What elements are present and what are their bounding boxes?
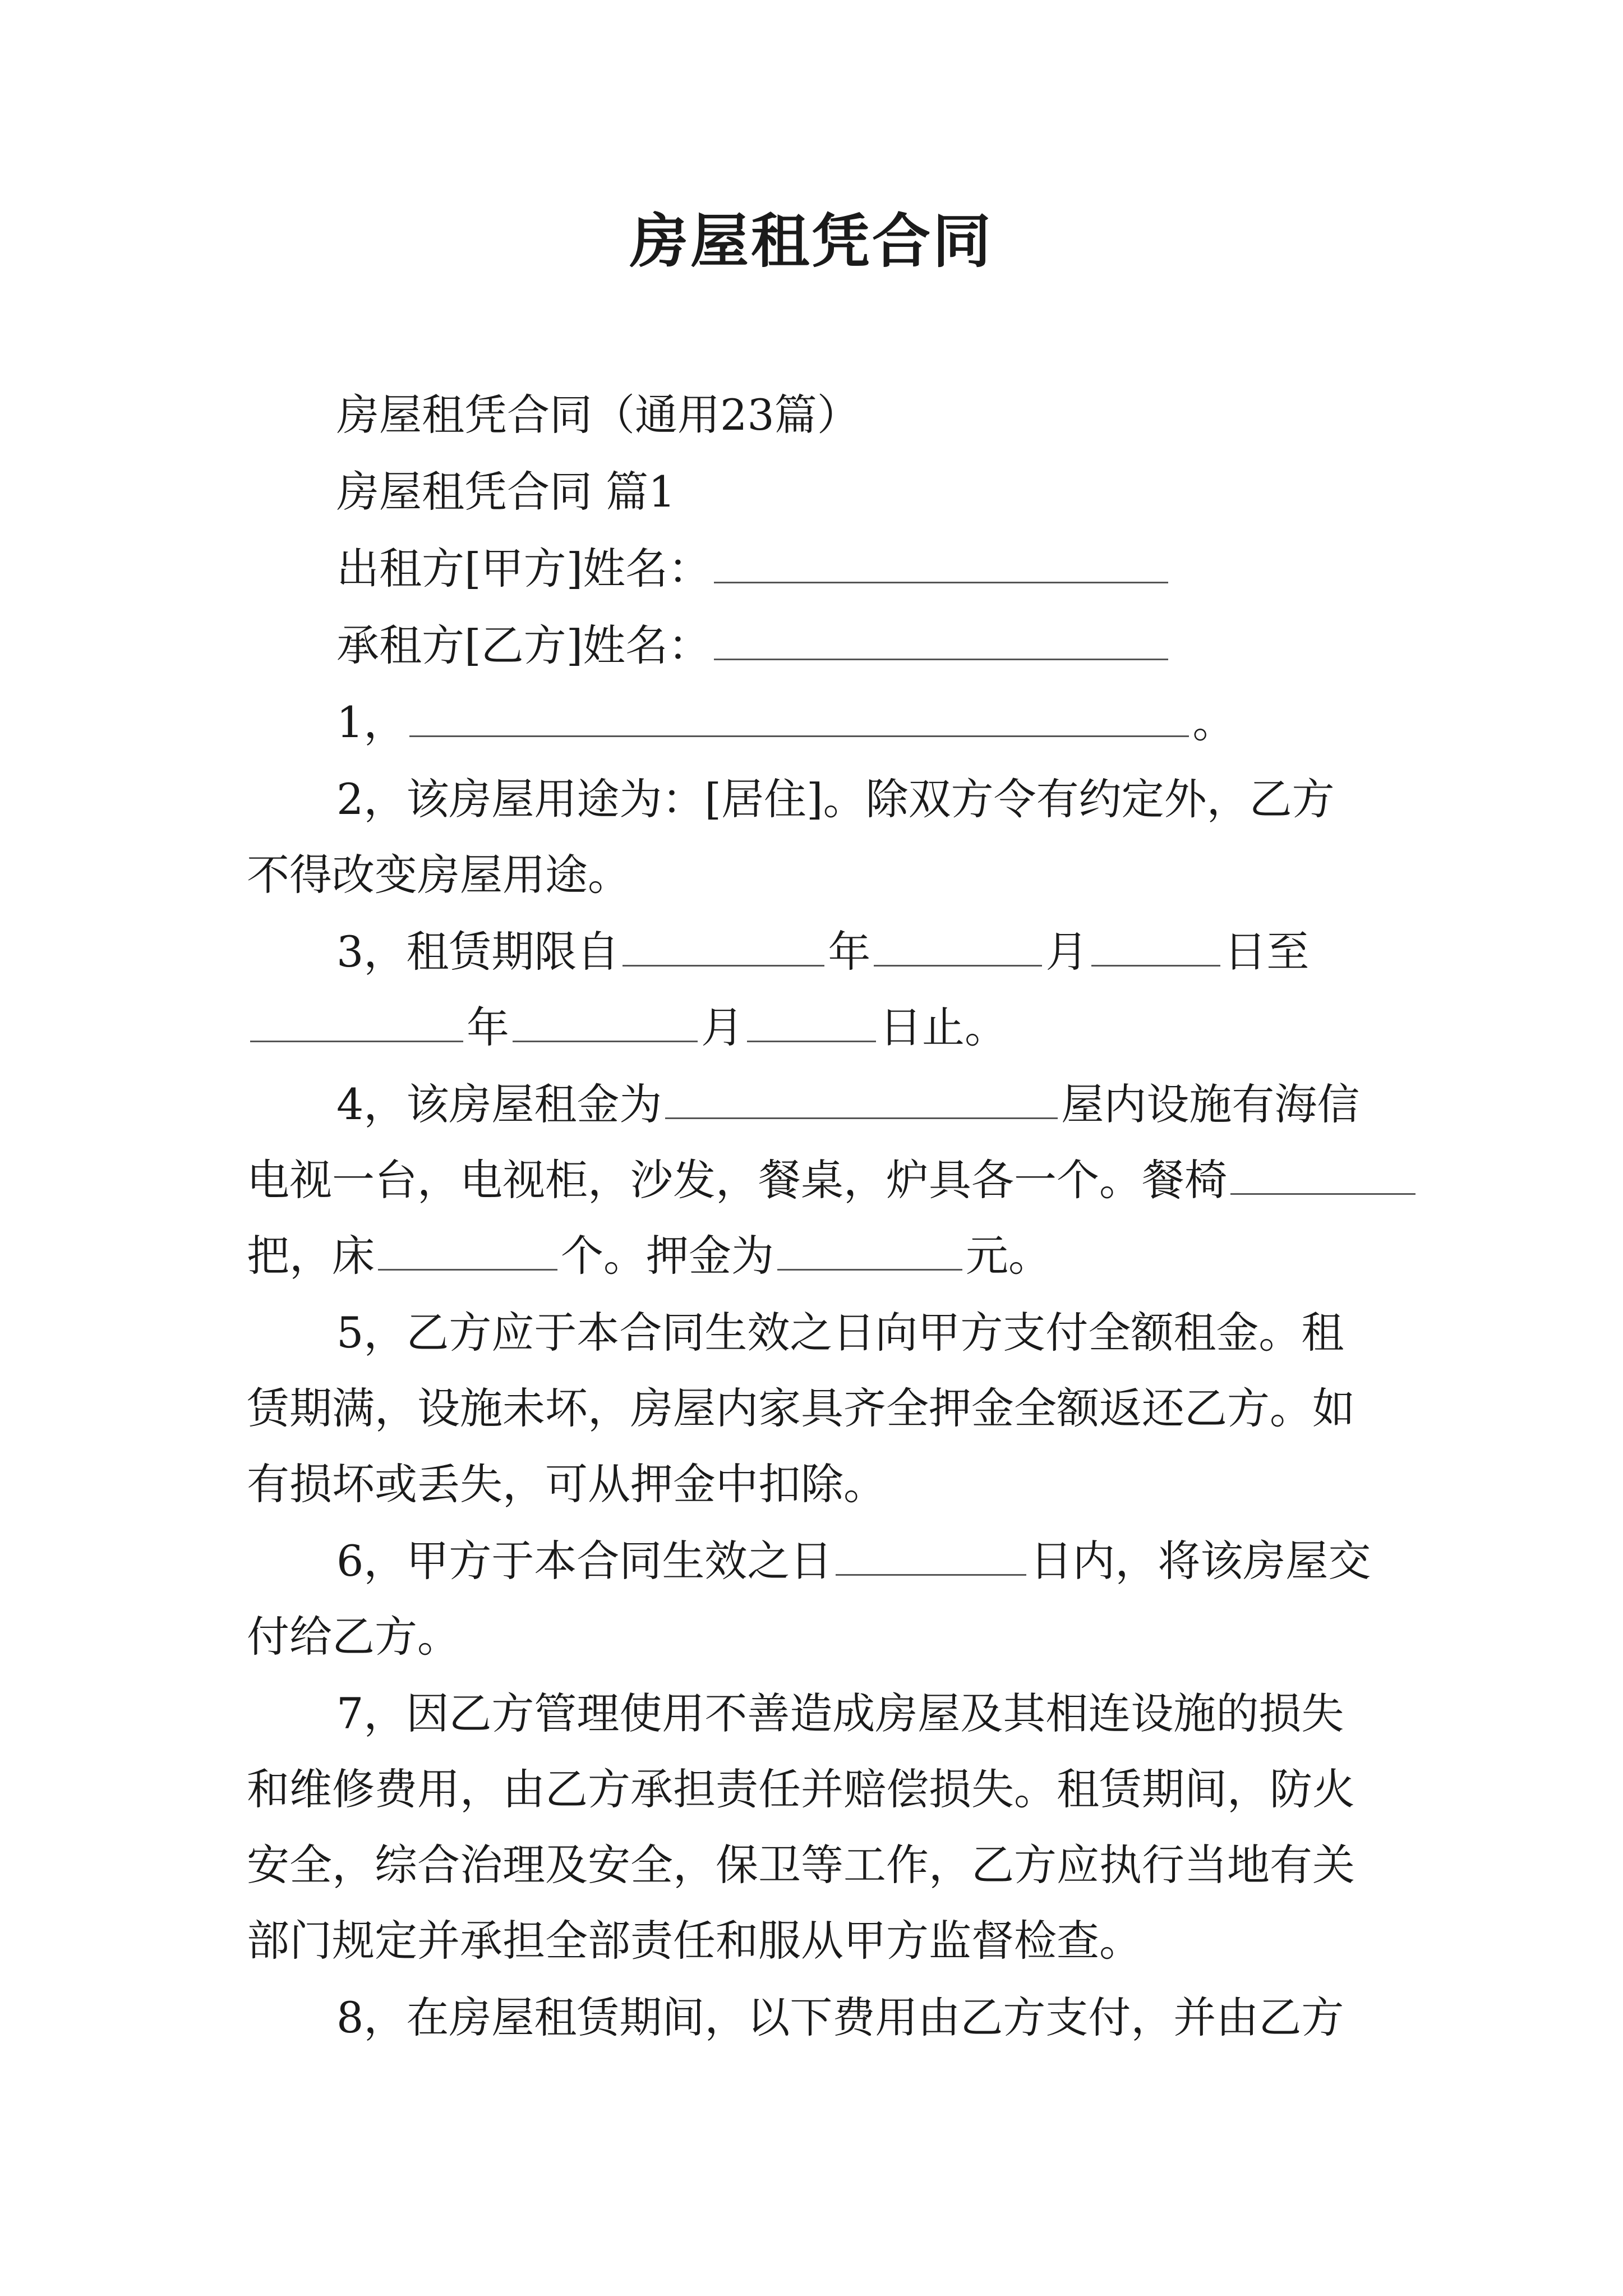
line-text: 月 — [701, 1002, 744, 1052]
end-year-blank[interactable] — [250, 1001, 463, 1042]
beds-blank[interactable] — [378, 1230, 557, 1271]
deposit-blank[interactable] — [777, 1230, 962, 1271]
clause-5-line-3 — [247, 1456, 886, 1512]
clause-5-line-2 — [247, 1381, 1355, 1437]
clause-1-line — [336, 694, 1235, 751]
rent-blank[interactable] — [665, 1078, 1058, 1119]
line-text: 有损坏或丢失，可从押金中扣除。 — [247, 1459, 886, 1509]
start-day-blank[interactable] — [1091, 926, 1220, 967]
line-text: 日止。 — [879, 1002, 1007, 1052]
clause-5-line-1 — [336, 1305, 1344, 1361]
line-text: 8，在房屋租赁期间，以下费用由乙方支付，并由乙方 — [336, 1993, 1344, 2042]
line-text: 3，租赁期限自 — [336, 927, 620, 977]
line-text: 把，床 — [247, 1231, 375, 1281]
clause-3-line-2 — [247, 1000, 1007, 1056]
lessor-label: 出租方[甲方]姓名： — [336, 544, 711, 593]
line-text: 年 — [467, 1002, 509, 1052]
line-text: 不得改变房屋用途。 — [247, 850, 630, 900]
clause-4-line-1 — [336, 1076, 1359, 1133]
line-text: 房屋租凭合同 篇1 — [336, 467, 676, 517]
line-text: 年 — [828, 927, 871, 977]
line-text: 5，乙方应于本合同生效之日向甲方支付全额租金。租 — [336, 1308, 1344, 1358]
clause-6-line-2 — [247, 1609, 460, 1665]
document-title: 房屋租凭合同 — [629, 206, 993, 275]
doc-subtitle — [336, 387, 860, 443]
clause-3-line-1 — [336, 924, 1309, 980]
line-text: 月 — [1045, 927, 1089, 977]
lessee-name-line — [336, 618, 1172, 674]
line-text: 7，因乙方管理使用不善造成房屋及其相连设施的损失 — [336, 1688, 1344, 1738]
line-text: 元。 — [966, 1231, 1051, 1281]
line-text: 日至 — [1224, 927, 1310, 977]
line-text: 和维修费用，由乙方承担责任并赔偿损失。租赁期间，防火 — [247, 1764, 1355, 1814]
clause-2-line-2 — [247, 847, 630, 903]
line-text: 屋内设施有海信 — [1061, 1079, 1360, 1129]
line-text: 部门规定并承担全部责任和服从甲方监督检查。 — [247, 1916, 1142, 1966]
clause-8-line-1 — [336, 1990, 1344, 2046]
clause-7-line-3 — [247, 1837, 1355, 1893]
end-month-blank[interactable] — [513, 1001, 698, 1042]
clause-7-line-1 — [336, 1686, 1344, 1742]
line-text: 。 — [1192, 697, 1235, 747]
start-year-blank[interactable] — [623, 926, 824, 967]
lessee-label: 承租方[乙方]姓名： — [336, 620, 711, 670]
clause-1-blank[interactable] — [409, 696, 1189, 737]
end-day-blank[interactable] — [747, 1001, 876, 1042]
line-text: 电视一台，电视柜，沙发，餐桌，炉具各一个。餐椅 — [247, 1155, 1227, 1205]
clause-2-line-1 — [336, 771, 1335, 827]
handover-days-blank[interactable] — [836, 1535, 1026, 1576]
line-text: 日内，将该房屋交 — [1030, 1536, 1371, 1586]
clause-number: 1， — [336, 697, 407, 747]
section-heading — [336, 464, 676, 520]
chairs-blank[interactable] — [1230, 1154, 1415, 1195]
line-text: 付给乙方。 — [247, 1612, 460, 1662]
line-text: 赁期满，设施未坏，房屋内家具齐全押金全额返还乙方。如 — [247, 1383, 1355, 1433]
clause-4-line-3 — [247, 1228, 1051, 1284]
line-text: 安全，综合治理及安全，保卫等工作，乙方应执行当地有关 — [247, 1840, 1355, 1890]
clause-4-line-2 — [247, 1152, 1419, 1208]
line-text: 4，该房屋租金为 — [336, 1079, 662, 1129]
line-text: 2，该房屋用途为：[居住]。除双方令有约定外，乙方 — [336, 774, 1335, 824]
line-text: 6，甲方于本合同生效之日 — [336, 1536, 833, 1586]
start-month-blank[interactable] — [874, 926, 1042, 967]
lessor-name-blank[interactable] — [714, 542, 1168, 583]
lessee-name-blank[interactable] — [714, 619, 1168, 660]
clause-7-line-4 — [247, 1913, 1142, 1969]
line-text: 房屋租凭合同（通用23篇） — [336, 390, 860, 440]
clause-7-line-2 — [247, 1761, 1355, 1818]
line-text: 个。押金为 — [561, 1231, 774, 1281]
clause-6-line-1 — [336, 1533, 1371, 1589]
lessor-name-line — [336, 541, 1172, 597]
